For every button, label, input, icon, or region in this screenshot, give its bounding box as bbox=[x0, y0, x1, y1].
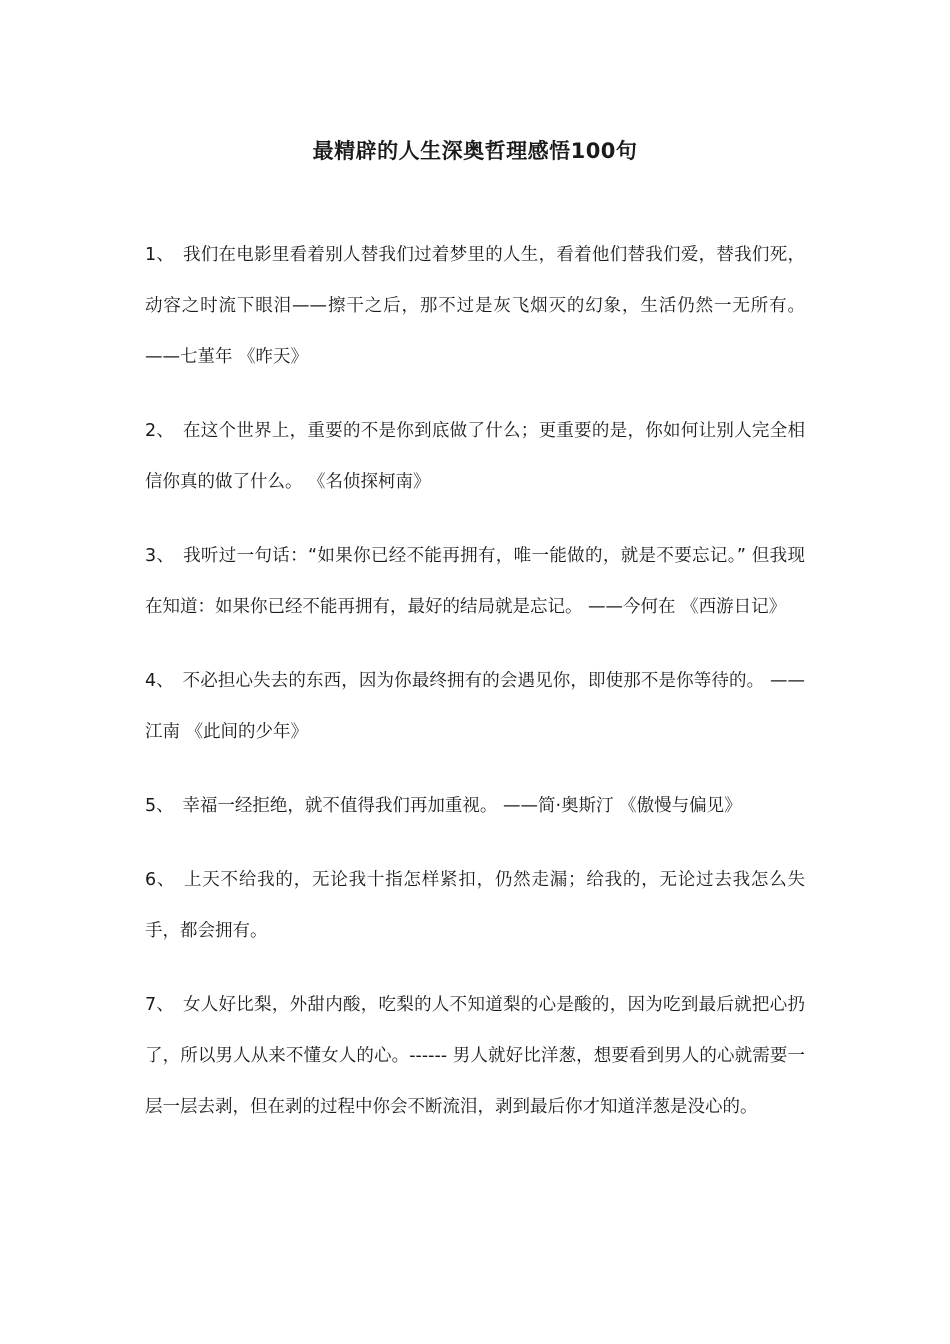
quote-text: 不必担心失去的东西，因为你最终拥有的会遇见你，即使那不是你等待的。 ——江南 《此间的少年》 bbox=[145, 671, 805, 742]
quote-entry-3 bbox=[145, 531, 805, 633]
quote-entry-5 bbox=[145, 781, 805, 832]
document-body bbox=[145, 230, 805, 1156]
quote-entry-4 bbox=[145, 656, 805, 758]
quote-number: 4、 bbox=[145, 671, 174, 691]
quote-number: 6、 bbox=[145, 870, 176, 890]
quote-text: 上天不给我的，无论我十指怎样紧扣，仍然走漏；给我的，无论过去我怎么失手，都会拥有。 bbox=[145, 870, 805, 941]
quote-text: 我们在电影里看着别人替我们过着梦里的人生，看着他们替我们爱，替我们死，动容之时流下眼泪——擦干之后，那不过是灰飞烟灭的幻象，生活仍然一无所有。 ——七堇年 《昨天》 bbox=[145, 245, 805, 367]
quote-text: 女人好比梨，外甜内酸，吃梨的人不知道梨的心是酸的，因为吃到最后就把心扔了，所以男人从来不懂女人的心。------ 男人就好比洋葱，想要看到男人的心就需要一层一层去剥，但在剥的过程中你会不断流泪，剥到最后你才知道洋葱是没心的。 bbox=[145, 995, 805, 1117]
quote-number: 1、 bbox=[145, 245, 175, 265]
quote-text: 我听过一句话：“如果你已经不能再拥有，唯一能做的，就是不要忘记。” 但我现在知道：如果你已经不能再拥有，最好的结局就是忘记。 ——今何在 《西游日记》 bbox=[145, 546, 805, 617]
quote-text: 幸福一经拒绝，就不值得我们再加重视。 ——简·奥斯汀 《傲慢与偏见》 bbox=[182, 796, 742, 816]
quote-number: 3、 bbox=[145, 546, 175, 566]
quote-text: 在这个世界上，重要的不是你到底做了什么；更重要的是，你如何让别人完全相信你真的做了什么。 《名侦探柯南》 bbox=[145, 421, 805, 492]
quote-number: 5、 bbox=[145, 796, 174, 816]
quote-entry-2 bbox=[145, 406, 805, 508]
document-title: 最精辟的人生深奥哲理感悟100句 bbox=[312, 139, 638, 163]
quote-entry-7 bbox=[145, 980, 805, 1133]
quote-entry-6 bbox=[145, 855, 805, 957]
quote-entry-1 bbox=[145, 230, 805, 383]
quote-number: 7、 bbox=[145, 995, 175, 1015]
quote-number: 2、 bbox=[145, 421, 175, 441]
